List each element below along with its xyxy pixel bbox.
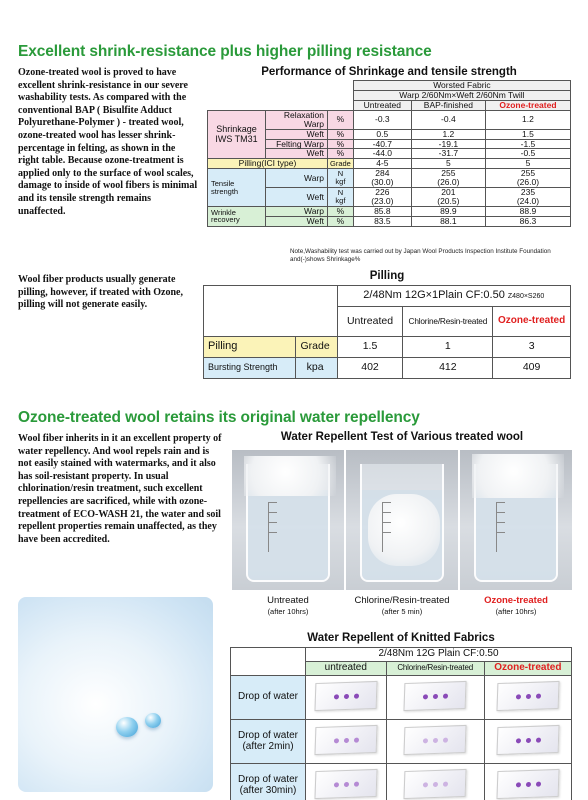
- shrinkage-table-title: Performance of Shrinkage and tensile strength: [261, 66, 517, 78]
- beaker-photo-ozone: [460, 450, 572, 590]
- fabric-swatch-cell: [484, 676, 571, 720]
- cell: 0.5: [353, 129, 411, 139]
- caption-untreated: Untreated (after 10hrs): [267, 595, 309, 616]
- col-bap: BAP-finished: [411, 100, 485, 110]
- cell: 1.5: [485, 129, 570, 139]
- col-chlorine: Chlorine/Resin-treated: [386, 662, 484, 676]
- cell: 83.5: [353, 216, 411, 226]
- cell: -0.4: [411, 110, 485, 129]
- fabric-swatch-cell: [484, 720, 571, 764]
- col-ozone: Ozone-treated: [493, 307, 571, 337]
- fabric-swatch-cell: [386, 720, 484, 764]
- fabric-swatch: [314, 725, 377, 755]
- fabric-swatch: [314, 769, 377, 799]
- unit-n-kgf: N kgf: [328, 188, 354, 207]
- cell: 226 (23.0): [353, 188, 411, 207]
- knitted-table: [230, 647, 572, 800]
- cell: 255 (26.0): [411, 169, 485, 188]
- section1-heading: Excellent shrink-resistance plus higher pilling resistance: [18, 43, 432, 60]
- caption-chlorine: Chlorine/Resin-treated (after 5 min): [354, 595, 450, 616]
- cell: 201 (20.5): [411, 188, 485, 207]
- unit-percent: %: [328, 216, 354, 226]
- beaker-photo-untreated: [232, 450, 344, 590]
- fabric-swatch-cell: [306, 720, 387, 764]
- unit-percent: %: [328, 206, 354, 216]
- section1-paragraph2: Wool fiber products usually generate pilling, however, if treated with Ozone, pilling will not generate easily.: [18, 274, 183, 311]
- cell: -40.7: [353, 139, 411, 149]
- row-label-drop-30min: Drop of water (after 30min): [231, 764, 306, 800]
- cell: -19.1: [411, 139, 485, 149]
- tensile-label: Tensile strength: [208, 169, 266, 207]
- cell: -0.3: [353, 110, 411, 129]
- section1-paragraph1: Ozone-treated wool is proved to have excellent shrink-resistance in our severe washability tests. As compared with the conventional BAP ( Bisulfite Adduct Polyurethane-Polymer ) - treated wool, ozone-treated wool has lesser shrink-percentage in felting, as shown in the right table. Because ozone-treatment is applied only to the surface of wool scales, damage to inside of wool fibers is minimal and its tensile strength remains unaffected.: [18, 67, 198, 217]
- cell: 409: [493, 358, 571, 379]
- cell: 3: [493, 337, 571, 358]
- cell: 1.5: [337, 337, 403, 358]
- wrinkle-warp-label: Warp: [266, 206, 328, 216]
- burst-unit: kpa: [295, 358, 337, 379]
- shrinkage-note: Note,Washability test was carried out by Japan Wool Products Inspection Institute Foundation and(-)shows Shrinkage%: [290, 248, 551, 263]
- section2-paragraph: Wool fiber inherits in it an excellent property of water repellency. And wool repels rain and is not easily stained with watermarks, and it also has soil-resistant property. In usual chlorination/resin treatment, such excellent repellencies are sacrificed, while with ozone-treatment of ECO-WASH 21, the water and soil repellent properties remain unaffected, as they have been accredited.: [18, 433, 222, 545]
- col-untreated: Untreated: [337, 307, 403, 337]
- fabric-swatch-cell: [484, 764, 571, 800]
- cell: -1.5: [485, 139, 570, 149]
- cell: 86.3: [485, 216, 570, 226]
- pilling-table-title: Pilling: [369, 270, 405, 282]
- water-drop: [145, 713, 161, 728]
- water-test-title: Water Repellent Test of Various treated wool: [280, 431, 524, 443]
- wrinkle-weft-label: Weft: [266, 216, 328, 226]
- unit-percent: %: [328, 129, 354, 139]
- cell: 5: [485, 159, 570, 169]
- fabric-spec: Warp 2/60Nm×Weft 2/60Nm Twill: [353, 90, 570, 100]
- grade-label: Grade: [328, 159, 354, 169]
- wrinkle-label: Wrinkle recovery: [208, 206, 266, 226]
- pilling-unit: Grade: [295, 337, 337, 358]
- fabric-swatch-cell: [386, 764, 484, 800]
- row-label-drop-2min: Drop of water (after 2min): [231, 720, 306, 764]
- shrinkage-label: Shrinkage IWS TM31: [208, 110, 266, 159]
- fabric-label: Worsted Fabric: [353, 81, 570, 91]
- water-drop: [116, 717, 138, 737]
- fabric-swatch: [496, 725, 559, 755]
- fabric-swatch: [314, 681, 377, 711]
- cell: -0.5: [485, 149, 570, 159]
- fabric-swatch: [404, 769, 467, 799]
- fabric-swatch: [496, 681, 559, 711]
- cell: 1.2: [485, 110, 570, 129]
- shrinkage-table: [207, 80, 571, 227]
- col-chlorine: Chlorine/Resin-treated: [403, 307, 493, 337]
- cell: 255 (26.0): [485, 169, 570, 188]
- cell: 89.9: [411, 206, 485, 216]
- relaxation-weft-label: Weft: [266, 129, 328, 139]
- tensile-warp-label: Warp: [266, 169, 328, 188]
- pilling-spec: 2/48Nm 12G×1Plain CF:0.50 Z480×S260: [337, 286, 570, 307]
- beaker-photo-chlorine: [346, 450, 458, 590]
- water-drop-photo: [18, 597, 213, 792]
- cell: 85.8: [353, 206, 411, 216]
- cell: 88.9: [485, 206, 570, 216]
- fabric-swatch: [404, 725, 467, 755]
- fabric-swatch: [496, 769, 559, 799]
- cell: 402: [337, 358, 403, 379]
- cell: 284 (30.0): [353, 169, 411, 188]
- felting-warp-label: Felting Warp: [266, 139, 328, 149]
- knitted-spec: 2/48Nm 12G Plain CF:0.50: [306, 648, 572, 662]
- felting-weft-label: Weft: [266, 149, 328, 159]
- fabric-swatch-cell: [386, 676, 484, 720]
- pilling-ici-label: Pilling(ICI type): [208, 159, 328, 169]
- tensile-weft-label: Weft: [266, 188, 328, 207]
- cell: 412: [403, 358, 493, 379]
- cell: 5: [411, 159, 485, 169]
- burst-label: Bursting Strength: [204, 358, 296, 379]
- cell: 1.2: [411, 129, 485, 139]
- cell: 1: [403, 337, 493, 358]
- col-untreated: Untreated: [353, 100, 411, 110]
- cell: 235 (24.0): [485, 188, 570, 207]
- section2-heading: Ozone-treated wool retains its original water repellency: [18, 409, 420, 426]
- cell: 88.1: [411, 216, 485, 226]
- fabric-swatch: [404, 681, 467, 711]
- cell: -44.0: [353, 149, 411, 159]
- unit-percent: %: [328, 149, 354, 159]
- fabric-swatch-cell: [306, 676, 387, 720]
- relaxation-warp-label: Relaxation Warp: [266, 110, 328, 129]
- unit-n-kgf: N kgf: [328, 169, 354, 188]
- knitted-table-title: Water Repellent of Knitted Fabrics: [307, 632, 495, 644]
- col-untreated: untreated: [306, 662, 387, 676]
- pilling-table: [203, 285, 571, 379]
- pilling-label: Pilling: [204, 337, 296, 358]
- fabric-swatch-cell: [306, 764, 387, 800]
- row-label-drop: Drop of water: [231, 676, 306, 720]
- cell: 4-5: [353, 159, 411, 169]
- unit-percent: %: [328, 110, 354, 129]
- col-ozone: Ozone-treated: [485, 100, 570, 110]
- caption-ozone: Ozone-treated (after 10hrs): [484, 595, 548, 616]
- col-ozone: Ozone-treated: [484, 662, 571, 676]
- unit-percent: %: [328, 139, 354, 149]
- cell: -31.7: [411, 149, 485, 159]
